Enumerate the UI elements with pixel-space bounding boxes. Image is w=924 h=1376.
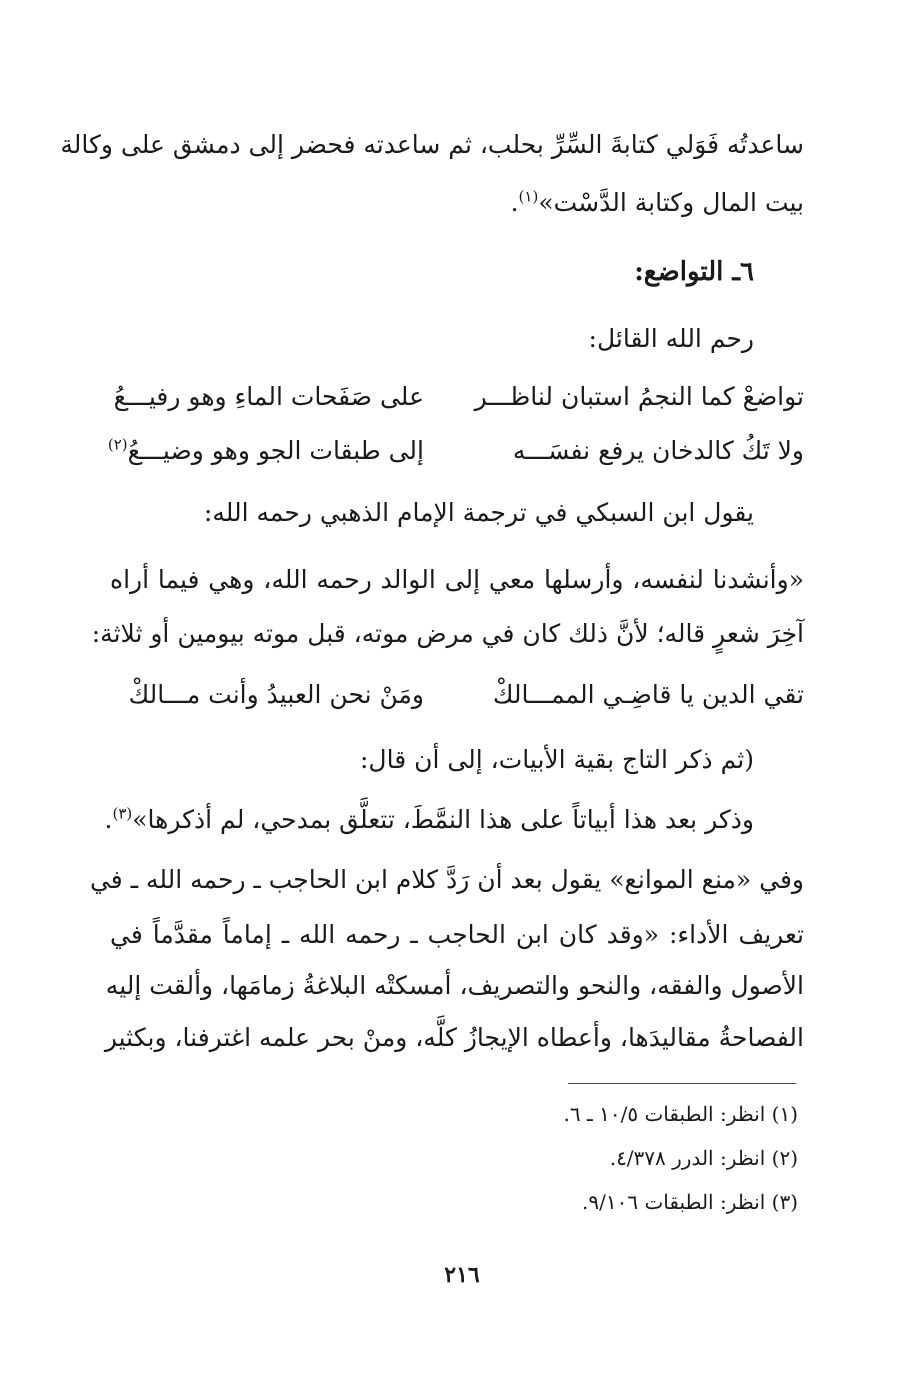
body-line-9: تعريف الأداء: «وقد كان ابن الحاجب ـ رحمه الله ـ إماماً مقدَّماً في [110,920,804,949]
end-dot-2: . [104,805,113,834]
body-line-4: «وأنشدنا لنفسه، وأرسلها معي إلى الوالد رحمه الله، وهي فيما أراه [110,565,804,594]
verse-1-first-hemistich: تواضعْ كما النجمُ استبان لناظـــر [474,382,804,411]
footnote-2: (٢) انظر: الدرر ٤/٣٧٨. [609,1146,798,1170]
verse-3-second-hemistich: ومَنْ نحن العبيدُ وأنت مـــالكْ [128,680,424,709]
verse-2-second-hemistich [108,434,424,468]
body-line-1: ساعدتُه فَوَلي كتابةَ السِّرِّ بحلب، ثم ساعدته فحضر إلى دمشق على وكالة [60,130,804,159]
verse-1-second-hemistich: على صَفَحات الماءِ وهو رفيـــعُ [113,382,424,411]
body-line-5: آخِرَ شعرٍ قاله؛ لأنَّ ذلك كان في مرض موته، قبل موته بيومين أو ثلاثة: [91,619,804,648]
body-line-7-text: وذكر بعد هذا أبياتاً على هذا النمَّطَ، تتعلَّق بمدحي، لم أذكرها» [132,805,754,834]
page-number: ٢١٦ [444,1262,480,1288]
footnote-marker-1: (١) [518,187,539,206]
end-dot: . [510,188,519,217]
body-line-11: الفصاحةُ مقاليدَها، وأعطاه الإيجازُ كلَّه، ومنْ بحر علمه اغترفنا، وبكثير [104,1023,804,1052]
section-heading: ٦ـ التواضع: [634,257,754,287]
footnote-marker-2: (٢) [107,435,128,454]
body-line-6: (ثم ذكر التاج بقية الأبيات، إلى أن قال: [359,745,754,774]
footnote-1: (١) انظر: الطبقات ١٠/٥ ـ ٦. [563,1102,798,1126]
body-line-intro: رحم الله القائل: [588,324,754,353]
body-line-2-text: بيت المال وكتابة الدَّسْت» [538,188,804,217]
verse-3-first-hemistich: تقي الدين يا قاضِـي الممـــالكْ [492,680,804,709]
body-line-10: الأصول والفقه، والنحو والتصريف، أمسكتْه البلاغةُ زمامَها، وألقت إليه [105,971,804,1000]
body-line-7 [105,803,755,837]
footnote-marker-3: (٣) [112,804,133,823]
verse-2-first-hemistich: ولا تَكُ كالدخان يرفع نفسَـــه [512,436,804,465]
footnote-separator [568,1083,796,1084]
body-line-8: وفي «منع الموانع» يقول بعد أن رَدَّ كلام ابن الحاجب ـ رحمه الله ـ في [89,865,804,894]
body-line-2 [110,186,804,220]
footnote-3: (٣) انظر: الطبقات ٩/١٠٦. [582,1190,798,1214]
body-line-3: يقول ابن السبكي في ترجمة الإمام الذهبي رحمه الله: [203,498,754,527]
verse-2b-text: إلى طبقات الجو وهو وضيـــعُ [127,436,424,465]
